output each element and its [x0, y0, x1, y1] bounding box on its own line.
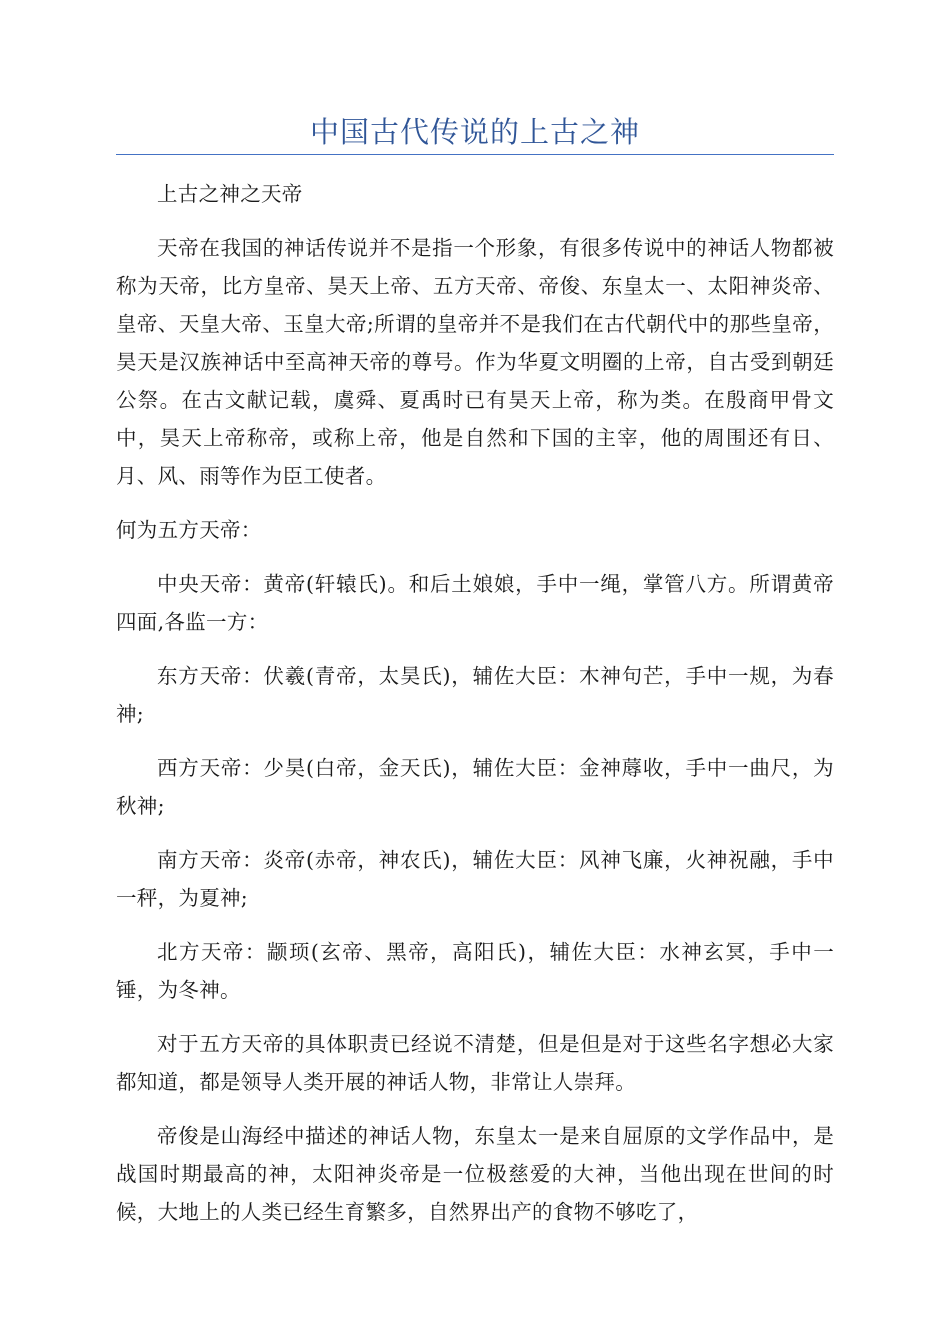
paragraph-central-emperor: 中央天帝：黄帝(轩辕氏)。和后土娘娘，手中一绳，掌管八方。所谓黄帝四面,各监一方： [116, 572, 834, 634]
document-body [116, 175, 834, 1247]
paragraph-southern-emperor: 南方天帝：炎帝(赤帝，神农氏)，辅佐大臣：风神飞廉，火神祝融，手中一秤，为夏神; [116, 848, 834, 910]
paragraph-western-emperor: 西方天帝：少昊(白帝，金天氏)，辅佐大臣：金神蓐收，手中一曲尺，为秋神; [116, 756, 834, 818]
title-underline [116, 154, 834, 155]
paragraph-duties: 对于五方天帝的具体职责已经说不清楚，但是但是对于这些名字想必大家都知道，都是领导人类开展的神话人物，非常让人崇拜。 [116, 1032, 834, 1094]
paragraph-dijun: 帝俊是山海经中描述的神话人物，东皇太一是来自屈原的文学作品中，是战国时期最高的神，太阳神炎帝是一位极慈爱的大神，当他出现在世间的时候，大地上的人类已经生育繁多，自然界出产的食物不够吃了， [116, 1124, 834, 1224]
document-title: 中国古代传说的上古之神 [309, 115, 640, 149]
paragraph-northern-emperor: 北方天帝：颛顼(玄帝、黑帝，高阳氏)，辅佐大臣：水神玄冥，手中一锤，为冬神。 [116, 940, 834, 1002]
paragraph-eastern-emperor: 东方天帝：伏羲(青帝，太昊氏)，辅佐大臣：木神句芒，手中一规，为春神; [116, 664, 834, 726]
section-heading: 上古之神之天帝 [157, 182, 303, 206]
paragraph-tiandi-intro: 天帝在我国的神话传说并不是指一个形象，有很多传说中的神话人物都被称为天帝，比方皇帝、昊天上帝、五方天帝、帝俊、东皇太一、太阳神炎帝、皇帝、天皇大帝、玉皇大帝;所谓的皇帝并不是我们在古代朝代中的那些皇帝，昊天是汉族神话中至高神天帝的尊号。作为华夏文明圈的上帝，自古受到朝廷公祭。在古文献记载，虞舜、夏禹时已有昊天上帝，称为类。在殷商甲骨文中，昊天上帝称帝，或称上帝，他是自然和下国的主宰，他的周围还有日、月、风、雨等作为臣工使者。 [116, 236, 834, 488]
paragraph-five-emperors-question: 何为五方天帝： [116, 518, 262, 542]
